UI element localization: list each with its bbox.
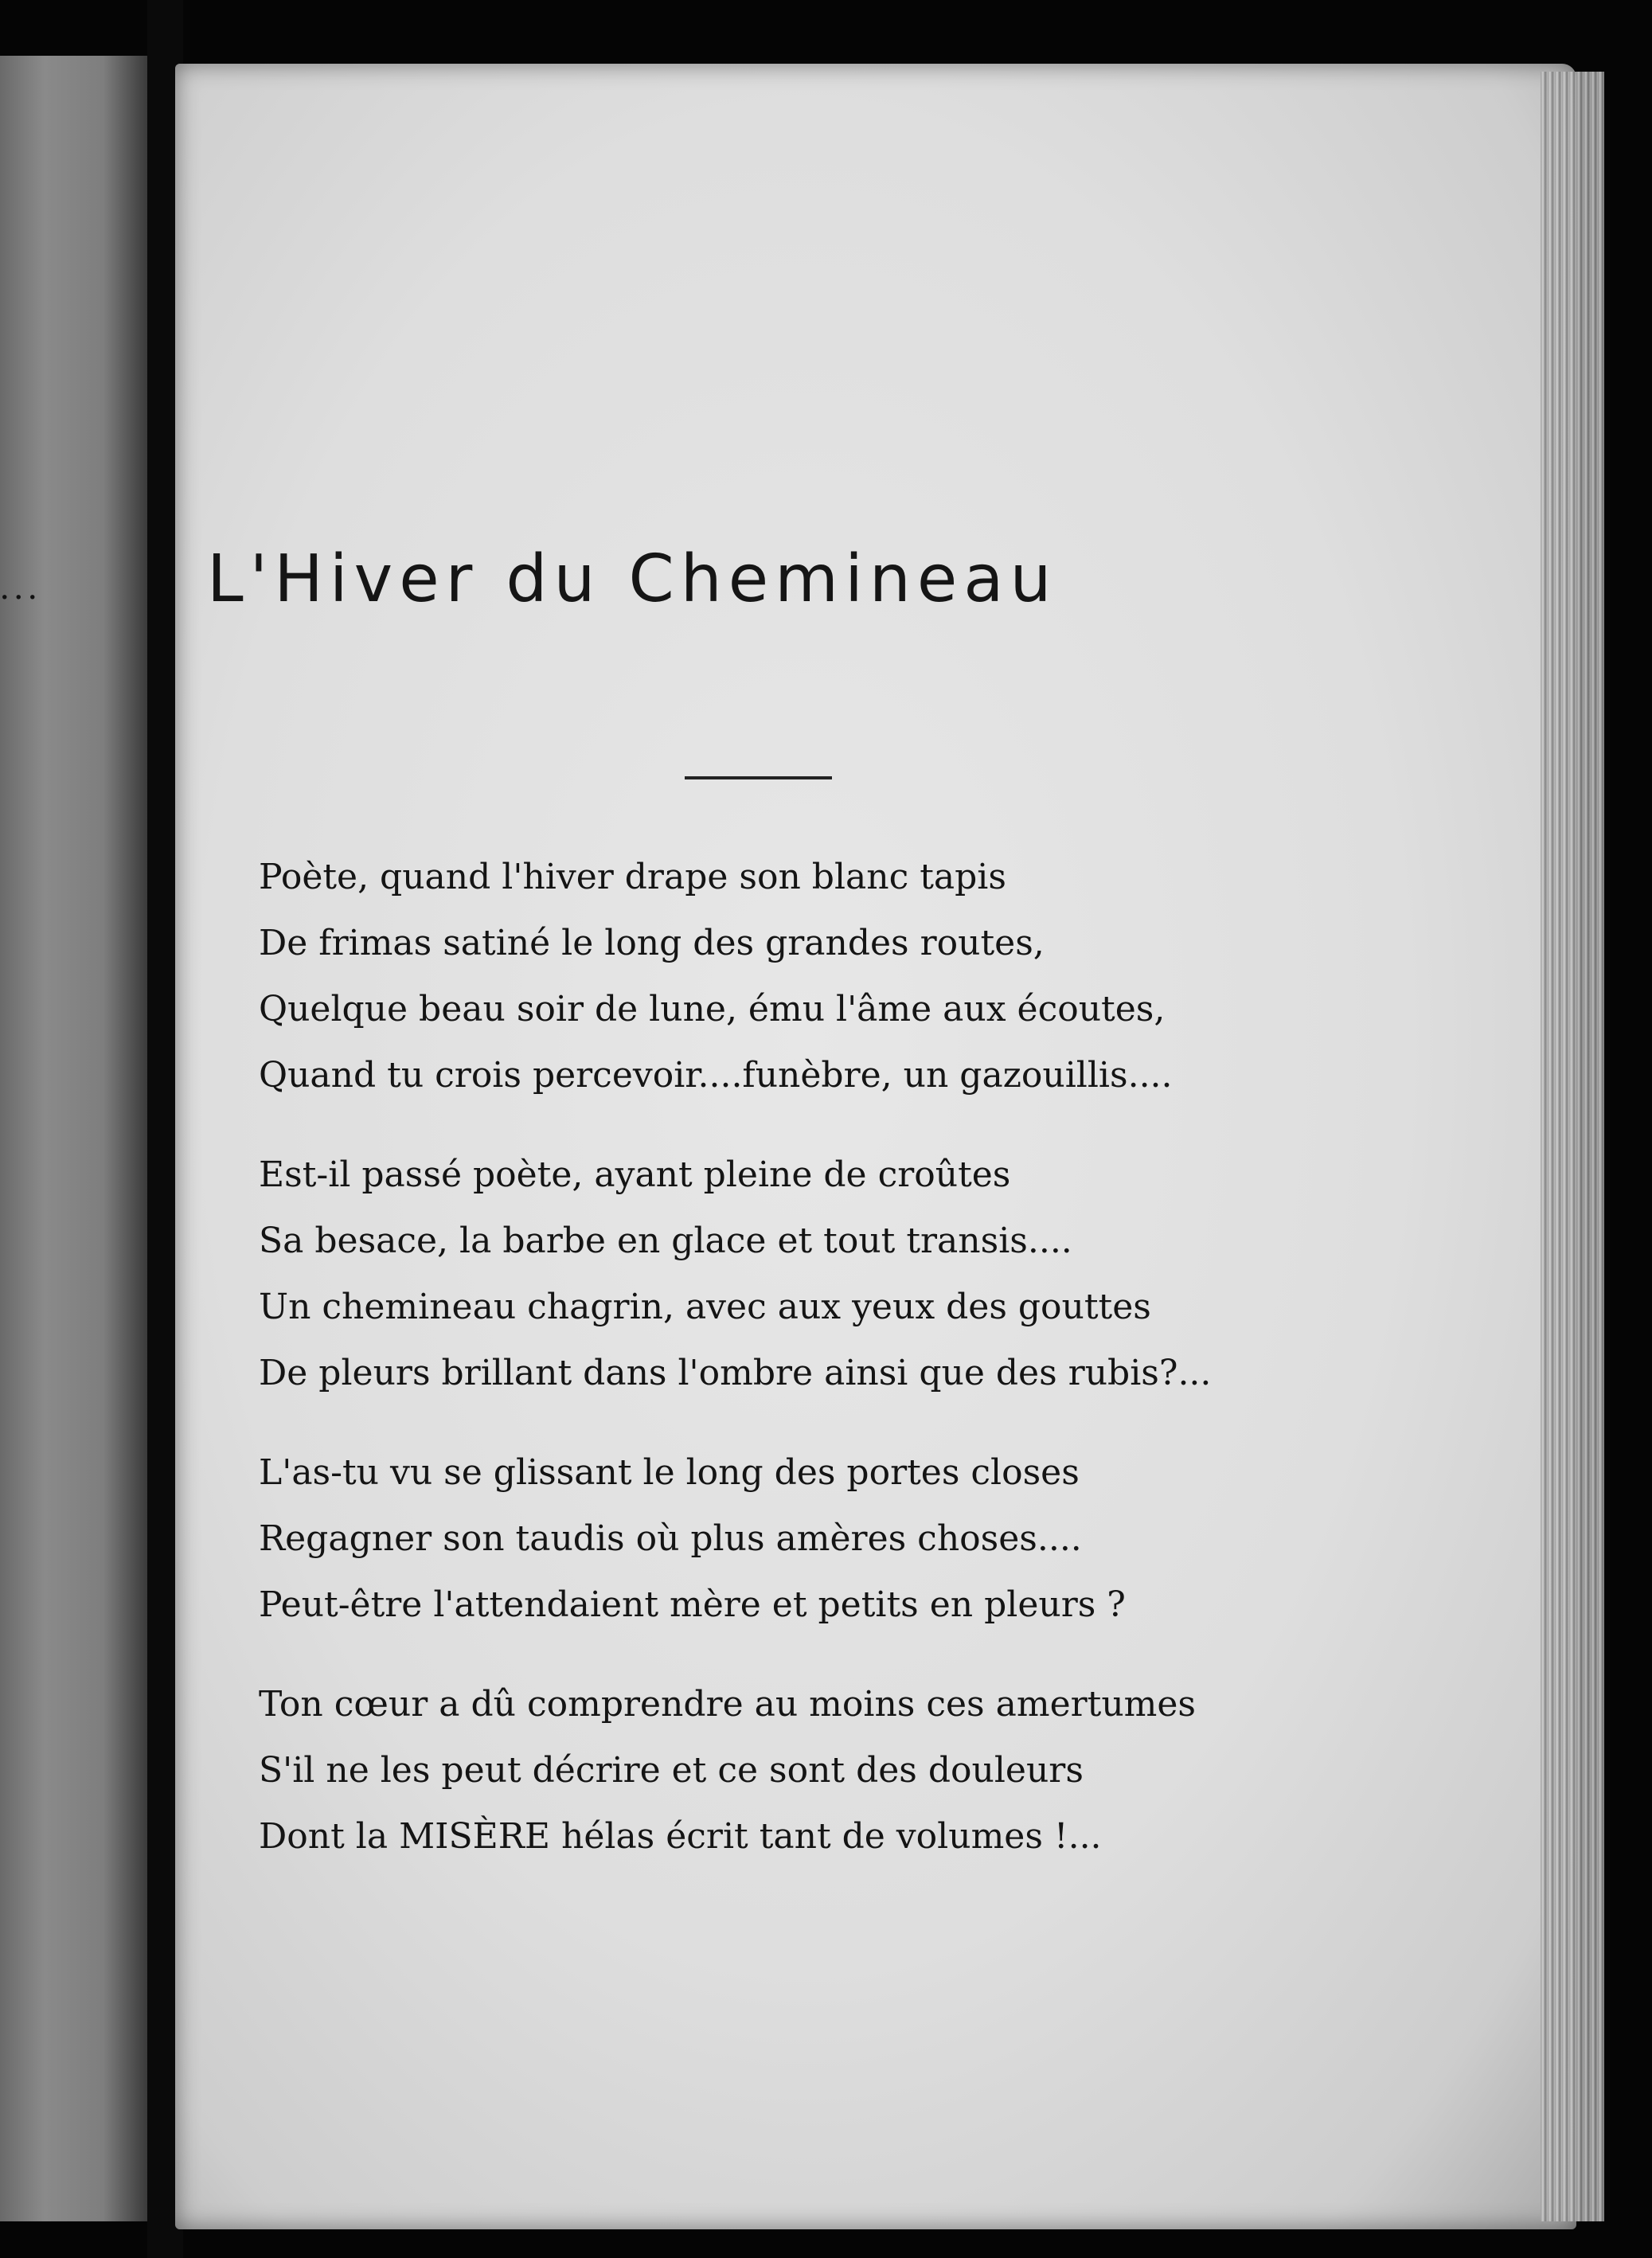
- stanza-4: [259, 1671, 1373, 1869]
- verse-line: Ton cœur a dû comprendre au moins ces amertumes: [259, 1684, 1196, 1725]
- verse-line: De frimas satiné le long des grandes routes,: [259, 923, 1045, 963]
- verse-line: Dont la MISÈRE hélas écrit tant de volumes !...: [259, 1816, 1102, 1857]
- verse-line: Sa besace, la barbe en glace et tout transis....: [259, 1221, 1072, 1261]
- stanza-1: [259, 844, 1373, 1108]
- verse-line: L'as-tu vu se glissant le long des portes closes: [259, 1452, 1080, 1493]
- title-divider-rule: [685, 776, 832, 779]
- previous-page-text-fragment: ...: [0, 566, 42, 607]
- verse-line: Poète, quand l'hiver drape son blanc tapis: [259, 857, 1006, 897]
- page-edge-stack: [1541, 72, 1604, 2221]
- poem-title: L'Hiver du Chemineau: [207, 541, 1058, 617]
- verse-line: Peut-être l'attendaient mère et petits en pleurs ?: [259, 1584, 1126, 1625]
- verse-line: De pleurs brillant dans l'ombre ainsi que des rubis?...: [259, 1353, 1212, 1393]
- verse-line: Quelque beau soir de lune, ému l'âme aux écoutes,: [259, 989, 1166, 1029]
- verse-line: Quand tu crois percevoir....funèbre, un gazouillis....: [259, 1055, 1173, 1096]
- stanza-2: [259, 1142, 1373, 1406]
- poem-body: [259, 844, 1373, 1903]
- stanza-3: [259, 1440, 1373, 1638]
- verse-line: Est-il passé poète, ayant pleine de croûtes: [259, 1154, 1011, 1195]
- verse-line: Regagner son taudis où plus amères choses....: [259, 1518, 1082, 1559]
- verse-line: S'il ne les peut décrire et ce sont des douleurs: [259, 1750, 1084, 1791]
- previous-page-edge: [0, 56, 147, 2221]
- verse-line: Un chemineau chagrin, avec aux yeux des gouttes: [259, 1287, 1151, 1327]
